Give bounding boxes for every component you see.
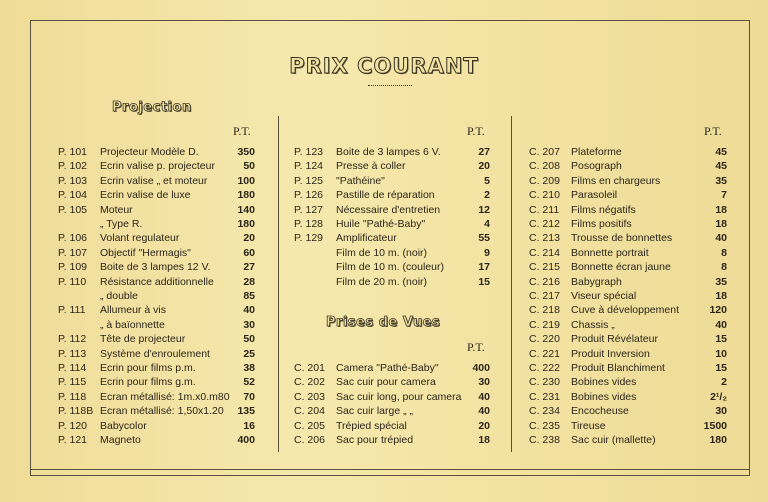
- price-row: [529, 260, 727, 274]
- price-row: [529, 217, 727, 231]
- item-description: Sac cuir (mallette): [571, 434, 656, 446]
- item-description: Magneto: [100, 434, 141, 446]
- item-price: 10: [715, 347, 727, 360]
- item-price: 350: [237, 146, 255, 158]
- item-description: Film de 10 m. (noir): [336, 246, 428, 259]
- item-description: Sac cuir large „ „: [336, 405, 414, 418]
- item-description: Ecrin valise „ et moteur: [100, 174, 208, 187]
- price-row: [58, 217, 260, 231]
- item-price: 8: [721, 261, 727, 274]
- item-price: 2: [721, 376, 727, 389]
- item-description: Système d'enroulement: [100, 347, 210, 360]
- item-description: Produit Blanchiment: [571, 362, 665, 374]
- item-price: 50: [243, 160, 255, 173]
- item-description: Presse à coller: [336, 160, 406, 173]
- price-row: [294, 260, 492, 274]
- item-description: Films négatifs: [571, 203, 636, 216]
- column-divider-1: [278, 116, 279, 452]
- item-description: Ecrin valise de luxe: [100, 189, 191, 202]
- item-price: 27: [243, 261, 255, 274]
- item-description: Ecran métallisé: 1,50x1.20: [100, 405, 224, 418]
- item-description: Films positifs: [571, 218, 632, 230]
- price-row: [529, 145, 727, 159]
- item-code: C. 208: [529, 160, 560, 173]
- price-row: [294, 145, 492, 159]
- item-description: Ecrin valise p. projecteur: [100, 160, 215, 173]
- price-row: [294, 203, 492, 217]
- item-price: 180: [709, 434, 727, 446]
- item-description: Babycolor: [100, 419, 147, 432]
- price-row: [529, 375, 727, 389]
- price-row: [58, 231, 260, 245]
- item-description: Boite de 3 lampes 6 V.: [336, 146, 441, 158]
- section-title-projection: Projection: [112, 100, 192, 115]
- price-row: [58, 332, 260, 346]
- price-row: [58, 275, 260, 289]
- item-price: 18: [715, 290, 727, 302]
- item-description: Bonnette portrait: [571, 246, 649, 259]
- item-price: 4: [484, 218, 490, 230]
- item-code: P. 120: [58, 419, 88, 432]
- item-description: Camera "Pathé-Baby": [336, 362, 439, 374]
- item-price: 38: [243, 362, 255, 374]
- item-code: P. 118: [58, 390, 87, 403]
- item-code: C. 218: [529, 304, 560, 317]
- item-description: Cuve à développement: [571, 304, 679, 317]
- item-code: P. 123: [294, 146, 324, 158]
- item-code: P. 110: [58, 275, 87, 288]
- item-code: C. 211: [529, 203, 560, 216]
- item-price: 15: [715, 333, 727, 346]
- item-description: Sac pour trépied: [336, 434, 414, 446]
- item-description: Ecran métallisé: 1m.x0.m80: [100, 390, 230, 403]
- item-price: 55: [478, 232, 490, 245]
- item-price: 20: [478, 160, 490, 173]
- item-code: C. 220: [529, 333, 560, 346]
- item-price: 40: [715, 232, 727, 245]
- price-row: [294, 174, 492, 188]
- price-row: [294, 404, 492, 418]
- price-row: [529, 289, 727, 303]
- item-price: 7: [721, 189, 727, 202]
- item-description: Huile "Pathé-Baby": [336, 218, 426, 230]
- item-code: C. 235: [529, 419, 560, 432]
- title-ornament: [368, 85, 412, 90]
- item-description: "Pathéine": [336, 174, 385, 187]
- item-price: 85: [243, 290, 255, 302]
- price-row: [294, 217, 492, 231]
- price-row: [529, 174, 727, 188]
- item-code: P. 109: [58, 261, 88, 274]
- item-code: C. 204: [294, 405, 325, 418]
- item-description: Sac cuir pour camera: [336, 376, 436, 389]
- item-price: 40: [478, 390, 490, 403]
- item-code: C. 213: [529, 232, 560, 245]
- price-row: [529, 433, 727, 447]
- item-price: 50: [243, 333, 255, 346]
- price-row: [294, 188, 492, 202]
- item-price: 70: [243, 390, 255, 403]
- price-row: [58, 188, 260, 202]
- price-row: [529, 347, 727, 361]
- item-price: 35: [715, 275, 727, 288]
- item-code: C. 231: [529, 390, 560, 403]
- item-price: 45: [715, 160, 727, 173]
- item-description: Pastille de réparation: [336, 189, 435, 202]
- price-row: [58, 433, 260, 447]
- item-description: Sac cuir long, pour camera: [336, 390, 462, 403]
- item-code: C. 216: [529, 275, 560, 288]
- item-description: Bonnette écran jaune: [571, 261, 671, 274]
- item-price: 25: [243, 347, 255, 360]
- item-code: C. 217: [529, 290, 560, 302]
- item-code: C. 206: [294, 434, 325, 446]
- item-price: 400: [472, 362, 490, 374]
- item-code: C. 209: [529, 174, 560, 187]
- item-description: Film de 20 m. (noir): [336, 275, 428, 288]
- price-row: [529, 303, 727, 317]
- bottom-rule: [30, 469, 750, 470]
- price-row: [529, 404, 727, 418]
- item-description: Ecrin pour films p.m.: [100, 362, 196, 374]
- price-row: [529, 332, 727, 346]
- price-row: [294, 433, 492, 447]
- item-code: C. 234: [529, 405, 560, 418]
- item-description: Films en chargeurs: [571, 174, 661, 187]
- price-row: [294, 159, 492, 173]
- price-row: [58, 347, 260, 361]
- price-row: [529, 275, 727, 289]
- item-description: Résistance additionnelle: [100, 275, 214, 288]
- item-code: P. 128: [294, 218, 324, 230]
- item-code: P. 101: [58, 146, 88, 158]
- price-row: [529, 419, 727, 433]
- item-price: 18: [715, 218, 727, 230]
- price-row: [529, 188, 727, 202]
- item-code: P. 118B: [58, 405, 94, 418]
- price-row: [58, 203, 260, 217]
- item-description: „ à baïonnette: [100, 318, 165, 331]
- item-code: P. 126: [294, 189, 324, 202]
- price-header-col2b: P.T.: [467, 340, 485, 354]
- item-description: Boite de 3 lampes 12 V.: [100, 261, 211, 274]
- item-price: 20: [243, 232, 255, 245]
- price-row: [294, 275, 492, 289]
- item-price: 180: [237, 218, 255, 230]
- item-code: C. 215: [529, 261, 560, 274]
- item-price: 18: [715, 203, 727, 216]
- item-code: C. 214: [529, 246, 560, 259]
- item-description: Volant regulateur: [100, 232, 180, 245]
- item-description: Film de 10 m. (couleur): [336, 261, 444, 274]
- page-title: PRIX COURANT: [289, 54, 479, 78]
- item-description: Allumeur à vis: [100, 304, 166, 317]
- item-price: 18: [478, 434, 490, 446]
- price-header-col2: P.T.: [467, 124, 485, 138]
- item-price: 400: [237, 434, 255, 446]
- price-header-col3: P.T.: [704, 124, 722, 138]
- item-price: 12: [478, 203, 490, 216]
- item-code: C. 221: [529, 347, 560, 360]
- price-row: [58, 419, 260, 433]
- item-code: P. 112: [58, 333, 87, 346]
- item-description: Tête de projecteur: [100, 333, 186, 346]
- price-header-col1: P.T.: [233, 124, 251, 138]
- price-list-col1: [58, 145, 260, 450]
- price-row: [58, 404, 260, 418]
- item-price: 2¹/₂: [710, 390, 727, 403]
- item-description: Posograph: [571, 160, 622, 173]
- price-row: [58, 159, 260, 173]
- price-row: [58, 390, 260, 404]
- item-code: P. 121: [58, 434, 88, 446]
- item-price: 2: [484, 189, 490, 202]
- item-price: 40: [478, 405, 490, 418]
- price-row: [529, 361, 727, 375]
- column-divider-2: [511, 116, 512, 452]
- item-code: C. 207: [529, 146, 560, 158]
- price-row: [294, 390, 492, 404]
- item-code: C. 201: [294, 362, 325, 374]
- price-row: [58, 145, 260, 159]
- item-description: Moteur: [100, 203, 133, 216]
- price-row: [529, 246, 727, 260]
- item-description: Bobines vides: [571, 376, 637, 389]
- item-price: 30: [715, 405, 727, 418]
- item-price: 35: [715, 174, 727, 187]
- item-code: C. 238: [529, 434, 560, 446]
- price-row: [58, 289, 260, 303]
- item-price: 1500: [703, 419, 727, 432]
- item-description: Trépied spécial: [336, 419, 407, 432]
- item-price: 27: [478, 146, 490, 158]
- item-code: P. 107: [58, 246, 88, 259]
- price-row: [529, 203, 727, 217]
- price-list-col2a: [294, 145, 492, 290]
- item-code: C. 205: [294, 419, 325, 432]
- item-price: 52: [243, 376, 255, 389]
- item-price: 140: [237, 203, 255, 216]
- item-price: 5: [484, 174, 490, 187]
- item-code: P. 127: [294, 203, 324, 216]
- item-code: P. 124: [294, 160, 324, 173]
- item-price: 180: [237, 189, 255, 202]
- item-description: Amplificateur: [336, 232, 397, 245]
- item-code: C. 230: [529, 376, 560, 389]
- item-code: P. 105: [58, 203, 88, 216]
- item-description: Ecrin pour films g.m.: [100, 376, 196, 389]
- item-description: Babygraph: [571, 275, 622, 288]
- item-code: C. 210: [529, 189, 560, 202]
- item-code: C. 212: [529, 218, 560, 230]
- price-row: [58, 375, 260, 389]
- item-code: P. 104: [58, 189, 88, 202]
- item-code: P. 106: [58, 232, 88, 245]
- price-row: [58, 318, 260, 332]
- price-row: [294, 419, 492, 433]
- item-code: P. 111: [58, 304, 86, 317]
- item-price: 17: [478, 261, 490, 274]
- price-row: [58, 260, 260, 274]
- item-price: 120: [709, 304, 727, 317]
- item-description: Trousse de bonnettes: [571, 232, 673, 245]
- price-list-col3: [529, 145, 727, 450]
- item-code: P. 129: [294, 232, 324, 245]
- item-description: Tireuse: [571, 419, 606, 432]
- item-price: 16: [243, 419, 255, 432]
- item-price: 100: [237, 174, 255, 187]
- item-price: 30: [243, 318, 255, 331]
- item-code: C. 222: [529, 362, 560, 374]
- item-description: Parasoleil: [571, 189, 618, 202]
- item-description: Viseur spécial: [571, 290, 637, 302]
- item-description: Plateforme: [571, 146, 622, 158]
- item-description: Produit Révélateur: [571, 333, 658, 346]
- item-price: 20: [478, 419, 490, 432]
- item-code: P. 115: [58, 376, 87, 389]
- item-price: 40: [715, 318, 727, 331]
- item-code: P. 103: [58, 174, 88, 187]
- price-row: [529, 318, 727, 332]
- item-price: 45: [715, 146, 727, 158]
- item-description: „ Type R.: [100, 218, 143, 230]
- price-row: [58, 174, 260, 188]
- item-price: 15: [478, 275, 490, 288]
- item-description: „ double: [100, 290, 138, 302]
- item-code: C. 203: [294, 390, 325, 403]
- price-list-col2b: [294, 361, 492, 449]
- item-description: Encocheuse: [571, 405, 629, 418]
- item-description: Objectif "Hermagis": [100, 246, 191, 259]
- price-row: [58, 246, 260, 260]
- price-row: [529, 159, 727, 173]
- item-price: 8: [721, 246, 727, 259]
- item-code: P. 114: [58, 362, 87, 374]
- item-price: 15: [715, 362, 727, 374]
- item-description: Nécessaire d'entretien: [336, 203, 441, 216]
- price-row: [294, 361, 492, 375]
- price-row: [58, 303, 260, 317]
- price-row: [294, 231, 492, 245]
- section-title-prises-de-vues: Prises de Vues: [326, 315, 441, 330]
- price-row: [58, 361, 260, 375]
- price-row: [529, 390, 727, 404]
- price-row: [294, 246, 492, 260]
- item-code: P. 113: [58, 347, 87, 360]
- item-price: 9: [484, 246, 490, 259]
- item-code: C. 219: [529, 318, 560, 331]
- item-code: P. 102: [58, 160, 88, 173]
- item-price: 28: [243, 275, 255, 288]
- item-price: 40: [243, 304, 255, 317]
- item-price: 30: [478, 376, 490, 389]
- price-row: [294, 375, 492, 389]
- item-description: Bobines vides: [571, 390, 637, 403]
- item-code: P. 125: [294, 174, 324, 187]
- item-description: Produit Inversion: [571, 347, 650, 360]
- item-price: 135: [237, 405, 255, 418]
- item-description: Projecteur Modèle D.: [100, 146, 199, 158]
- item-description: Chassis „: [571, 318, 615, 331]
- item-price: 60: [243, 246, 255, 259]
- price-row: [529, 231, 727, 245]
- item-code: C. 202: [294, 376, 325, 389]
